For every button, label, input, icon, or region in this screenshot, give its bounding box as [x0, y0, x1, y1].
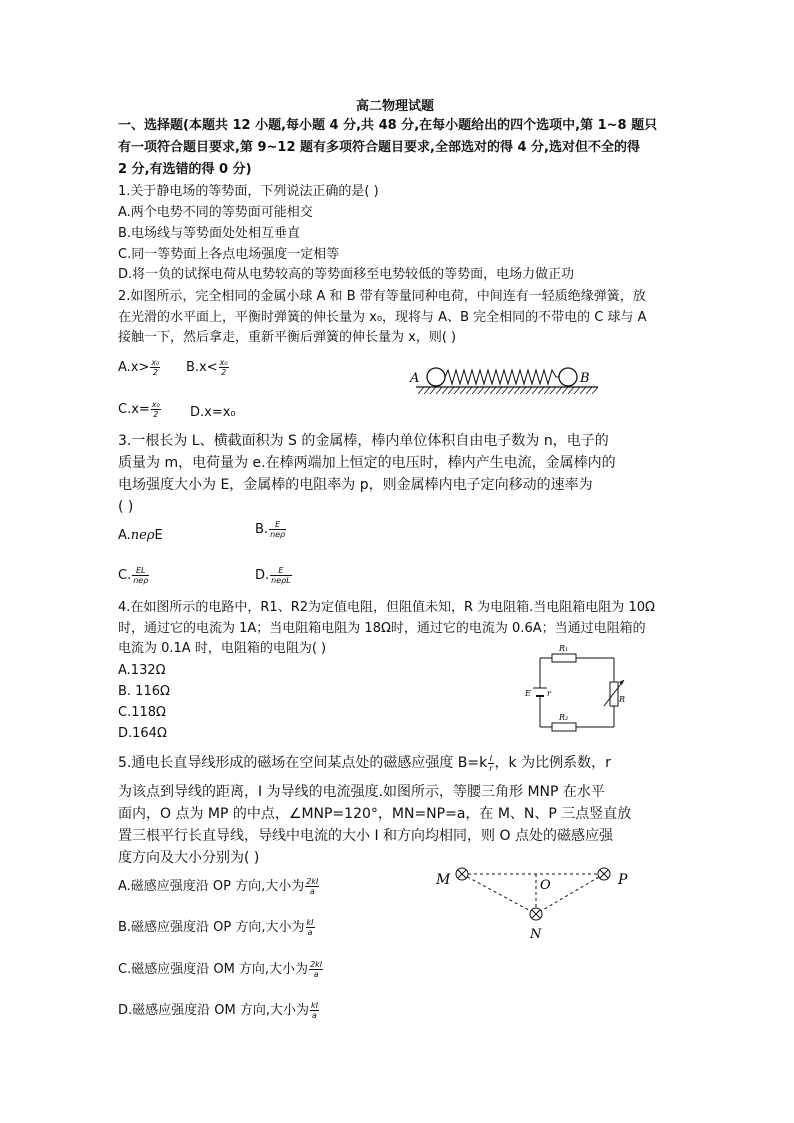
label-r2: R₂ [559, 713, 569, 722]
label-o: O [540, 878, 551, 893]
q4-option-b: B. 116Ω [118, 684, 170, 699]
fraction: $\frac{\text{x₀}}{2}$ [151, 400, 160, 419]
q5-stem-line: 度方向及大小分别为( ) [118, 850, 260, 866]
q2-option-c-label: C.x= [118, 402, 150, 417]
resistor-r1 [552, 654, 576, 662]
section-header-line: 一、选择题(本题共 12 小题,每小题 4 分,共 48 分,在每小题给出的四个选项中,第 1~8 题只 [118, 118, 658, 133]
ball-b [559, 368, 577, 386]
q5-option-c: C.磁感应强度沿 OM 方向,大小为 $\frac{2kI}{a}$ [118, 960, 323, 979]
resistor-box-r [610, 682, 618, 706]
q5-stem-line: 面内，O 点为 MP 的中点，∠MNP=120°，MN=NP=a，在 M、N、P 三点竖直放 [118, 806, 632, 822]
circuit-figure [522, 640, 632, 740]
q2-option-b [186, 358, 230, 378]
q5-stem-line: 为该点到导线的距离，I 为导线的电流强度.如图所示，等腰三角形 MNP 在水平 [118, 784, 605, 800]
spring-figure [408, 362, 608, 398]
q5-stem-line: 5.通电长直导线形成的磁场在空间某点处的磁感应强度 B=k $\frac{I}{r}$ ，k 为比例系数，r [118, 753, 611, 773]
q4-option-a: A.132Ω [118, 663, 166, 678]
label-e: E [525, 689, 531, 698]
q2-option-a [118, 358, 161, 378]
label-r: R [619, 695, 626, 704]
q2-option-c [118, 400, 162, 420]
q5-option-d: D.磁感应强度沿 OM 方向,大小为 $\frac{kI}{a}$ [118, 1001, 318, 1020]
q4-stem-line: 4.在如图所示的电路中，R1、R2为定值电阻，但阻值未知，R 为电阻箱.当电阻箱电阻为 10Ω [118, 600, 655, 615]
label-n: N [530, 927, 542, 940]
q3-option-d: D. $\frac{E}{\text{neρL}}$ [255, 566, 291, 585]
resistor-r2 [552, 723, 576, 731]
wire-n-icon [530, 908, 542, 920]
q4-stem-line: 电流为 0.1A 时，电阻箱的电阻为( ) [118, 641, 327, 656]
fraction: $\frac{EL}{\text{neρ}}$ [133, 566, 149, 585]
fraction: $\frac{2kI}{a}$ [306, 877, 319, 896]
q1-stem: 1.关于静电场的等势面，下列说法正确的是( ) [118, 184, 379, 199]
q4-option-c: C.118Ω [118, 705, 166, 720]
fraction: $\frac{E}{\text{neρ}}$ [270, 520, 286, 539]
wire-p-icon [598, 868, 610, 880]
fraction: $\frac{kI}{a}$ [306, 918, 314, 937]
section-header-line: 有一项符合题目要求,第 9~12 题有多项符合题目要求,全部选对的得 4 分,选对但不全的得 [118, 140, 640, 155]
fraction: $\frac{2kI}{a}$ [310, 960, 323, 979]
q4-option-d: D.164Ω [118, 726, 167, 741]
ground-hatch [418, 387, 598, 394]
q1-option-a: A.两个电势不同的等势面可能相交 [118, 205, 313, 220]
ball-a [427, 368, 445, 386]
q3-stem-line: 质量为 m，电荷量为 e.在棒两端加上恒定的电压时，棒内产生电流，金属棒内的 [118, 455, 616, 471]
fraction: $\frac{kI}{a}$ [311, 1001, 318, 1020]
q3-stem-line: 电场强度大小为 E，金属棒的电阻率为 p，则金属棒内电子定向移动的速率为 [118, 477, 593, 493]
q2-stem-line: 在光滑的水平面上，平衡时弹簧的伸长量为 x₀，现将与 A、B 完全相同的不带电的 C 球与 A [118, 310, 647, 325]
fraction: $\frac{\text{x₀}}{2}$ [219, 358, 228, 377]
label-p: P [618, 872, 628, 888]
q2-option-d: D.x=x₀ [190, 405, 236, 420]
fraction: $\frac{\text{x₀}}{2}$ [151, 358, 160, 377]
q2-option-b-label: B.x< [186, 360, 218, 375]
fig-label-b: B [580, 371, 590, 386]
q2-stem-line: 接触一下，然后拿走，重新平衡后弹簧的伸长量为 x，则( ) [118, 330, 457, 345]
spring [445, 370, 559, 384]
fig-label-a: A [410, 371, 420, 386]
q3-option-b: B. $\frac{E}{\text{neρ}}$ [255, 520, 286, 539]
label-r1: R₁ [559, 644, 569, 653]
triangle-wires-figure [430, 858, 650, 940]
q5-stem-line: 置三根平行长直导线，导线中电流的大小 I 和方向均相同，则 O 点处的磁感应强 [118, 828, 613, 844]
fraction: $\frac{I}{r}$ [489, 753, 493, 773]
q5-option-b: B.磁感应强度沿 OP 方向,大小为 $\frac{kI}{a}$ [118, 918, 314, 937]
q3-stem-line: ( ) [118, 499, 134, 515]
label-m: M [436, 872, 451, 888]
fraction: $\frac{E}{\text{neρL}}$ [271, 566, 291, 585]
q2-option-a-label: A.x> [118, 360, 150, 375]
section-header-line: 2 分,有选错的得 0 分) [118, 162, 252, 177]
q1-option-d: D.将一负的试探电荷从电势较高的等势面移至电势较低的等势面，电场力做正功 [118, 267, 575, 282]
q5-option-a: A.磁感应强度沿 OP 方向,大小为 $\frac{2kI}{a}$ [118, 877, 319, 896]
q3-option-a: A.neρE [118, 528, 163, 543]
q2-stem-line: 2.如图所示，完全相同的金属小球 A 和 B 带有等量同种电荷，中间连有一轻质绝缘弹簧，放 [118, 289, 646, 304]
q3-option-c: C. $\frac{EL}{\text{neρ}}$ [118, 566, 149, 585]
wire-m-icon [456, 868, 468, 880]
page-title: 高二物理试题 [356, 99, 435, 114]
label-r-internal: r [547, 689, 551, 698]
q1-option-c: C.同一等势面上各点电场强度一定相等 [118, 247, 340, 262]
q3-stem-line: 3.一根长为 L、横截面积为 S 的金属棒，棒内单位体积自由电子数为 n，电子的 [118, 433, 609, 449]
q1-option-b: B.电场线与等势面处处相互垂直 [118, 226, 301, 241]
q4-stem-line: 时，通过它的电流为 1A；当电阻箱电阻为 18Ω时，通过它的电流为 0.6A；当通过电阻箱的 [118, 621, 646, 636]
